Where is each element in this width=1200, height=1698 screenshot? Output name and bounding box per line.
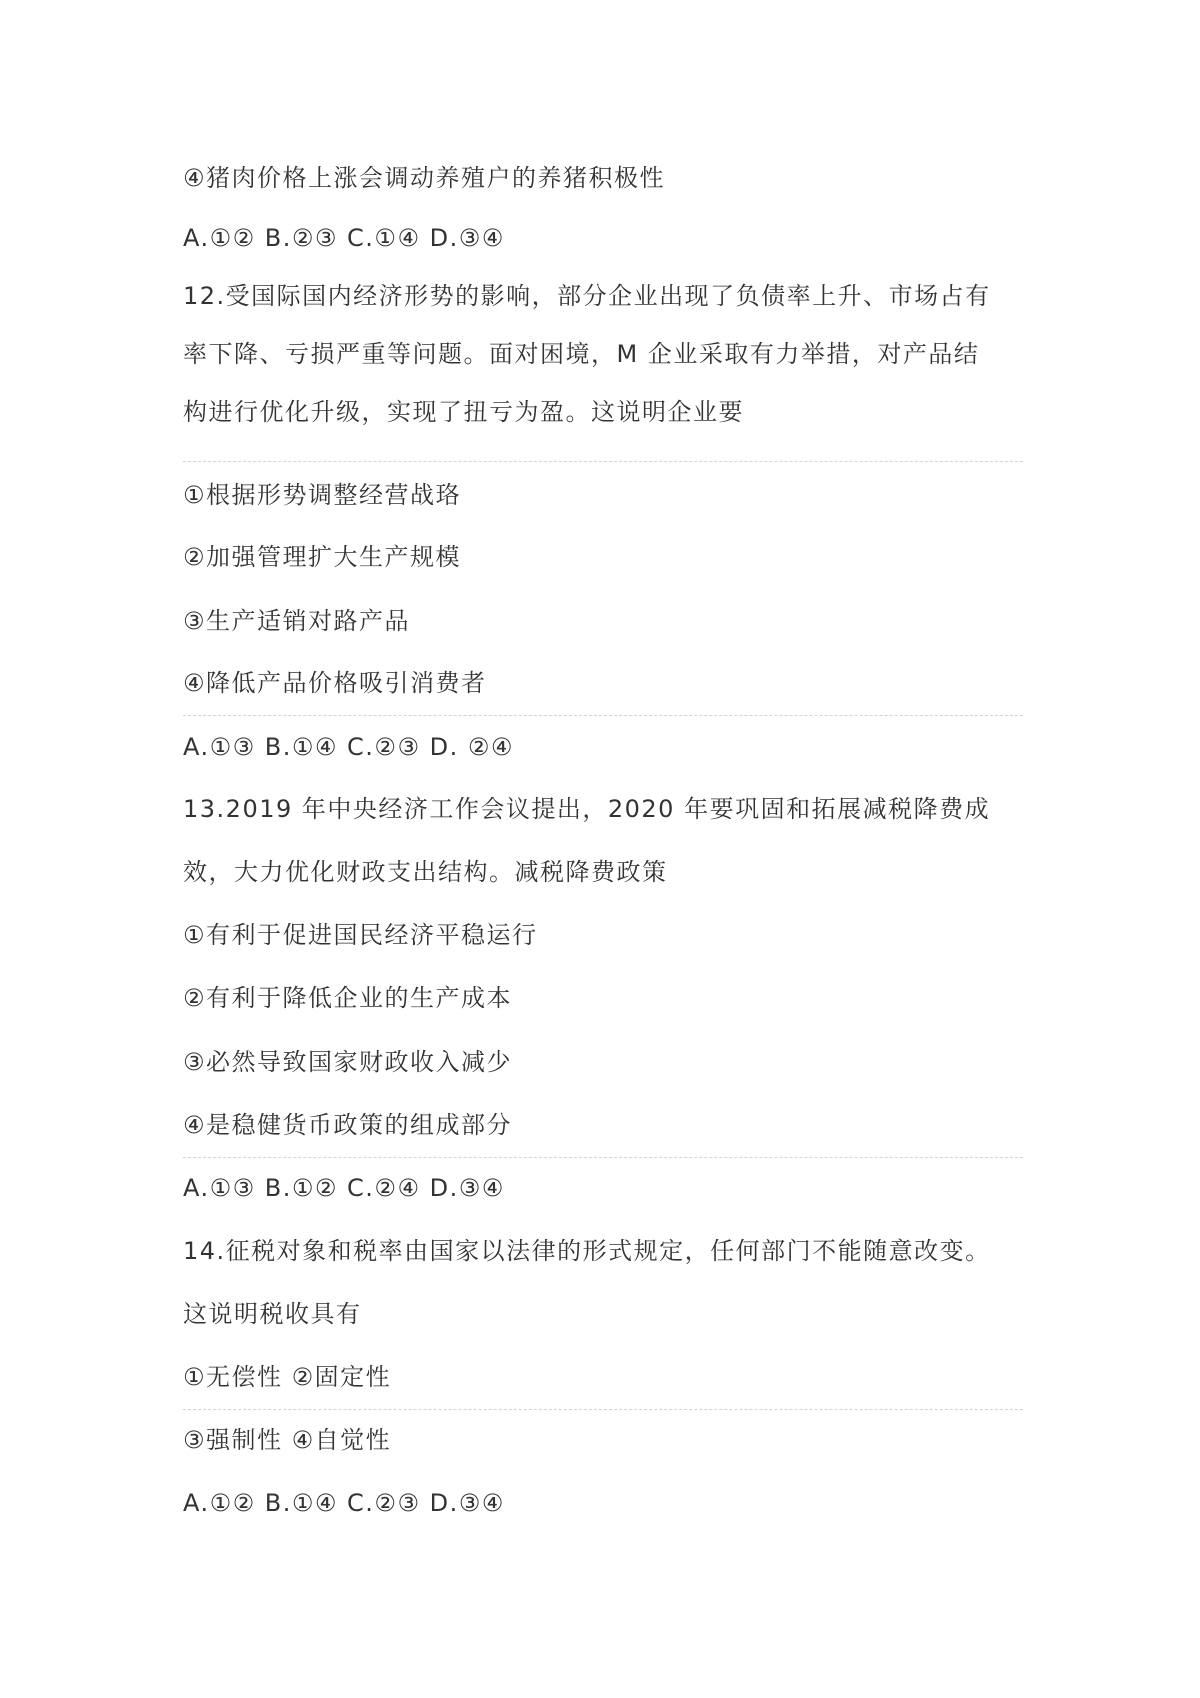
q12-option-3: ③生产适销对路产品 <box>183 607 411 635</box>
q13-option-4: ④是稳健货币政策的组成部分 <box>183 1111 513 1139</box>
q12-stem-line-1: 12.受国际国内经济形势的影响，部分企业出现了负债率上升、市场占有 <box>183 282 991 310</box>
separator-line <box>183 715 1023 716</box>
separator-line <box>183 1409 1023 1410</box>
q14-stem-line-2: 这说明税收具有 <box>183 1300 362 1328</box>
q14-stem-line-1: 14.征税对象和税率由国家以法律的形式规定，任何部门不能随意改变。 <box>183 1237 991 1265</box>
q12-option-1: ①根据形势调整经营战珞 <box>183 481 462 509</box>
q13-option-1: ①有利于促进国民经济平稳运行 <box>183 921 538 949</box>
separator-line <box>183 1157 1023 1158</box>
q14-answer-choices: A.①② B.①④ C.②③ D.③④ <box>183 1489 505 1517</box>
q12-option-2: ②加强管理扩大生产规模 <box>183 543 462 571</box>
q13-option-2: ②有利于降低企业的生产成本 <box>183 984 513 1012</box>
q13-stem-line-1: 13.2019 年中央经济工作会议提出，2020 年要巩固和拓展减税降费成 <box>183 795 991 823</box>
q13-stem-line-2: 效，大力优化财政支出结构。减税降费政策 <box>183 858 668 886</box>
q14-options-line-2: ③强制性 ④自觉性 <box>183 1426 392 1454</box>
q12-stem-line-2: 率下降、亏损严重等问题。面对困境，M 企业采取有力举措，对产品结 <box>183 340 980 368</box>
q11-option-4: ④猪肉价格上涨会调动养殖户的养猪积极性 <box>183 164 666 192</box>
q13-option-3: ③必然导致国家财政收入减少 <box>183 1048 513 1076</box>
q13-answer-choices: A.①③ B.①② C.②④ D.③④ <box>183 1174 505 1202</box>
q11-answer-choices: A.①② B.②③ C.①④ D.③④ <box>183 224 505 252</box>
q12-stem-line-3: 构进行优化升级，实现了扭亏为盈。这说明企业要 <box>183 398 744 426</box>
separator-line <box>183 461 1023 462</box>
q12-option-4: ④降低产品价格吸引消费者 <box>183 669 487 697</box>
q12-answer-choices: A.①③ B.①④ C.②③ D. ②④ <box>183 733 514 761</box>
q14-options-line-1: ①无偿性 ②固定性 <box>183 1363 392 1391</box>
